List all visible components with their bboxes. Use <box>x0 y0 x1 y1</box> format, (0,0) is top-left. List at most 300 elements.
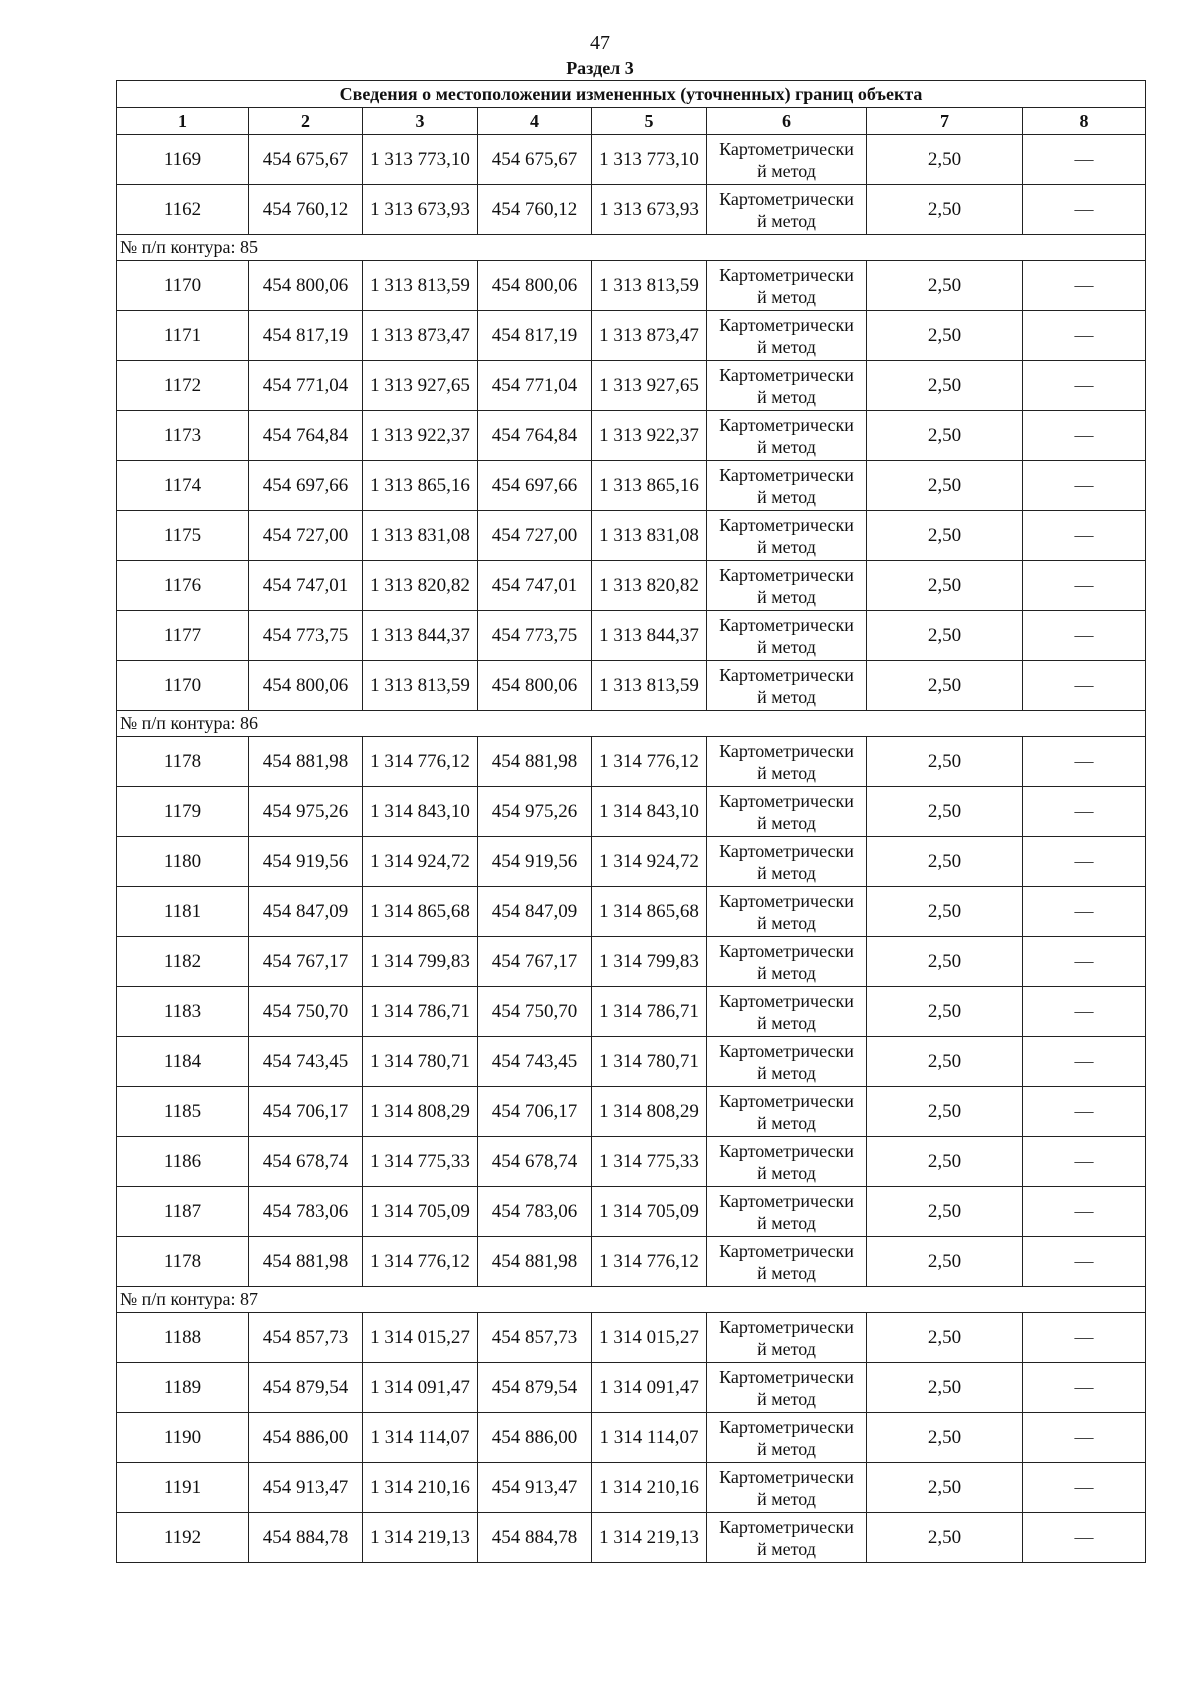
method-text-line: й метод <box>757 486 816 507</box>
accuracy-cell: 2,50 <box>867 887 1023 937</box>
y-existing-cell: 1 313 813,59 <box>363 661 478 711</box>
table-row <box>117 1187 1146 1237</box>
method-text-line: й метод <box>757 962 816 983</box>
y-new-cell: 1 313 820,82 <box>592 561 707 611</box>
table-row <box>117 361 1146 411</box>
point-number-cell: 1178 <box>117 737 249 787</box>
x-new-cell: 454 706,17 <box>478 1087 592 1137</box>
accuracy-cell: 2,50 <box>867 1313 1023 1363</box>
table-header-row <box>117 108 1146 135</box>
table-row <box>117 737 1146 787</box>
method-text-line: Картометрически <box>719 188 854 209</box>
x-new-cell: 454 913,47 <box>478 1463 592 1513</box>
method-text-line: Картометрически <box>719 990 854 1011</box>
description-cell: — <box>1023 987 1146 1037</box>
point-number-cell: 1172 <box>117 361 249 411</box>
x-new-cell: 454 881,98 <box>478 737 592 787</box>
y-new-cell: 1 314 705,09 <box>592 1187 707 1237</box>
x-existing-cell: 454 884,78 <box>249 1513 363 1563</box>
y-existing-cell: 1 313 820,82 <box>363 561 478 611</box>
y-existing-cell: 1 314 843,10 <box>363 787 478 837</box>
x-existing-cell: 454 847,09 <box>249 887 363 937</box>
point-number-cell: 1186 <box>117 1137 249 1187</box>
table-row <box>117 1463 1146 1513</box>
method-text-line: Картометрически <box>719 1240 854 1261</box>
y-new-cell: 1 313 813,59 <box>592 261 707 311</box>
table-row <box>117 611 1146 661</box>
method-cell <box>707 1087 867 1137</box>
method-text-line: Картометрически <box>719 264 854 285</box>
table-row <box>117 561 1146 611</box>
contour-label: № п/п контура: 85 <box>117 235 1146 261</box>
point-number-cell: 1190 <box>117 1413 249 1463</box>
table-caption: Сведения о местоположении измененных (уточненных) границ объекта <box>117 81 1146 108</box>
contour-row <box>117 235 1146 261</box>
method-text-line: Картометрически <box>719 414 854 435</box>
x-existing-cell: 454 747,01 <box>249 561 363 611</box>
accuracy-cell: 2,50 <box>867 561 1023 611</box>
table-row <box>117 1237 1146 1287</box>
y-existing-cell: 1 313 927,65 <box>363 361 478 411</box>
x-new-cell: 454 783,06 <box>478 1187 592 1237</box>
description-cell: — <box>1023 135 1146 185</box>
point-number-cell: 1170 <box>117 661 249 711</box>
x-new-cell: 454 857,73 <box>478 1313 592 1363</box>
description-cell: — <box>1023 887 1146 937</box>
x-existing-cell: 454 771,04 <box>249 361 363 411</box>
table-row <box>117 837 1146 887</box>
method-text-line: й метод <box>757 386 816 407</box>
accuracy-cell: 2,50 <box>867 185 1023 235</box>
table-row <box>117 1313 1146 1363</box>
y-existing-cell: 1 313 873,47 <box>363 311 478 361</box>
accuracy-cell: 2,50 <box>867 1237 1023 1287</box>
description-cell: — <box>1023 261 1146 311</box>
table-row <box>117 937 1146 987</box>
point-number-cell: 1178 <box>117 1237 249 1287</box>
method-text-line: Картометрически <box>719 664 854 685</box>
y-new-cell: 1 314 091,47 <box>592 1363 707 1413</box>
y-existing-cell: 1 314 219,13 <box>363 1513 478 1563</box>
y-existing-cell: 1 314 776,12 <box>363 1237 478 1287</box>
method-text-line: й метод <box>757 1062 816 1083</box>
accuracy-cell: 2,50 <box>867 611 1023 661</box>
x-existing-cell: 454 773,75 <box>249 611 363 661</box>
point-number-cell: 1181 <box>117 887 249 937</box>
x-existing-cell: 454 783,06 <box>249 1187 363 1237</box>
x-new-cell: 454 800,06 <box>478 661 592 711</box>
x-existing-cell: 454 800,06 <box>249 261 363 311</box>
method-cell <box>707 1363 867 1413</box>
y-new-cell: 1 313 922,37 <box>592 411 707 461</box>
table-row <box>117 661 1146 711</box>
point-number-cell: 1176 <box>117 561 249 611</box>
y-new-cell: 1 314 924,72 <box>592 837 707 887</box>
method-text-line: й метод <box>757 912 816 933</box>
x-new-cell: 454 767,17 <box>478 937 592 987</box>
y-existing-cell: 1 314 210,16 <box>363 1463 478 1513</box>
point-number-cell: 1184 <box>117 1037 249 1087</box>
point-number-cell: 1173 <box>117 411 249 461</box>
y-existing-cell: 1 314 091,47 <box>363 1363 478 1413</box>
method-text-line: й метод <box>757 636 816 657</box>
table-row <box>117 1363 1146 1413</box>
x-new-cell: 454 773,75 <box>478 611 592 661</box>
table-row <box>117 135 1146 185</box>
accuracy-cell: 2,50 <box>867 1137 1023 1187</box>
coordinates-table <box>116 80 1146 1563</box>
method-text-line: й метод <box>757 812 816 833</box>
y-new-cell: 1 313 831,08 <box>592 511 707 561</box>
accuracy-cell: 2,50 <box>867 361 1023 411</box>
x-new-cell: 454 771,04 <box>478 361 592 411</box>
method-text-line: й метод <box>757 1262 816 1283</box>
method-text-line: Картометрически <box>719 1516 854 1537</box>
x-new-cell: 454 697,66 <box>478 461 592 511</box>
column-header: 2 <box>249 108 363 135</box>
y-new-cell: 1 313 844,37 <box>592 611 707 661</box>
x-new-cell: 454 750,70 <box>478 987 592 1037</box>
y-existing-cell: 1 313 844,37 <box>363 611 478 661</box>
point-number-cell: 1177 <box>117 611 249 661</box>
contour-label: № п/п контура: 86 <box>117 711 1146 737</box>
x-existing-cell: 454 881,98 <box>249 1237 363 1287</box>
accuracy-cell: 2,50 <box>867 787 1023 837</box>
accuracy-cell: 2,50 <box>867 1363 1023 1413</box>
method-cell <box>707 987 867 1037</box>
method-text-line: Картометрически <box>719 1190 854 1211</box>
method-text-line: Картометрически <box>719 790 854 811</box>
description-cell: — <box>1023 1037 1146 1087</box>
table-row <box>117 311 1146 361</box>
y-existing-cell: 1 314 705,09 <box>363 1187 478 1237</box>
x-new-cell: 454 743,45 <box>478 1037 592 1087</box>
accuracy-cell: 2,50 <box>867 1087 1023 1137</box>
point-number-cell: 1192 <box>117 1513 249 1563</box>
method-cell <box>707 661 867 711</box>
accuracy-cell: 2,50 <box>867 311 1023 361</box>
x-existing-cell: 454 764,84 <box>249 411 363 461</box>
method-cell <box>707 1313 867 1363</box>
method-text-line: й метод <box>757 1112 816 1133</box>
x-new-cell: 454 760,12 <box>478 185 592 235</box>
table-row <box>117 511 1146 561</box>
description-cell: — <box>1023 511 1146 561</box>
y-new-cell: 1 314 219,13 <box>592 1513 707 1563</box>
y-existing-cell: 1 313 865,16 <box>363 461 478 511</box>
description-cell: — <box>1023 1413 1146 1463</box>
y-existing-cell: 1 313 813,59 <box>363 261 478 311</box>
x-existing-cell: 454 881,98 <box>249 737 363 787</box>
table-row <box>117 1413 1146 1463</box>
y-new-cell: 1 314 210,16 <box>592 1463 707 1513</box>
method-cell <box>707 135 867 185</box>
description-cell: — <box>1023 561 1146 611</box>
y-new-cell: 1 313 873,47 <box>592 311 707 361</box>
accuracy-cell: 2,50 <box>867 1187 1023 1237</box>
x-existing-cell: 454 750,70 <box>249 987 363 1037</box>
method-text-line: Картометрически <box>719 1090 854 1111</box>
y-new-cell: 1 314 015,27 <box>592 1313 707 1363</box>
method-text-line: Картометрически <box>719 1416 854 1437</box>
table-caption-row <box>117 81 1146 108</box>
point-number-cell: 1162 <box>117 185 249 235</box>
method-text-line: й метод <box>757 286 816 307</box>
accuracy-cell: 2,50 <box>867 837 1023 887</box>
method-cell <box>707 411 867 461</box>
column-header: 8 <box>1023 108 1146 135</box>
method-text-line: й метод <box>757 1162 816 1183</box>
y-new-cell: 1 314 865,68 <box>592 887 707 937</box>
method-text-line: й метод <box>757 160 816 181</box>
point-number-cell: 1183 <box>117 987 249 1037</box>
method-text-line: й метод <box>757 1212 816 1233</box>
method-text-line: Картометрически <box>719 1140 854 1161</box>
method-text-line: й метод <box>757 336 816 357</box>
y-new-cell: 1 313 773,10 <box>592 135 707 185</box>
y-existing-cell: 1 314 780,71 <box>363 1037 478 1087</box>
y-existing-cell: 1 314 799,83 <box>363 937 478 987</box>
y-new-cell: 1 313 865,16 <box>592 461 707 511</box>
accuracy-cell: 2,50 <box>867 987 1023 1037</box>
point-number-cell: 1174 <box>117 461 249 511</box>
description-cell: — <box>1023 1087 1146 1137</box>
table-row <box>117 185 1146 235</box>
x-existing-cell: 454 727,00 <box>249 511 363 561</box>
y-new-cell: 1 314 799,83 <box>592 937 707 987</box>
method-text-line: Картометрически <box>719 1316 854 1337</box>
accuracy-cell: 2,50 <box>867 661 1023 711</box>
x-new-cell: 454 975,26 <box>478 787 592 837</box>
y-new-cell: 1 314 786,71 <box>592 987 707 1037</box>
x-new-cell: 454 879,54 <box>478 1363 592 1413</box>
method-cell <box>707 311 867 361</box>
table-row <box>117 787 1146 837</box>
y-existing-cell: 1 314 114,07 <box>363 1413 478 1463</box>
x-new-cell: 454 675,67 <box>478 135 592 185</box>
accuracy-cell: 2,50 <box>867 261 1023 311</box>
point-number-cell: 1185 <box>117 1087 249 1137</box>
description-cell: — <box>1023 611 1146 661</box>
y-existing-cell: 1 314 015,27 <box>363 1313 478 1363</box>
point-number-cell: 1170 <box>117 261 249 311</box>
method-text-line: Картометрически <box>719 138 854 159</box>
point-number-cell: 1169 <box>117 135 249 185</box>
table-body <box>117 135 1146 1563</box>
method-text-line: й метод <box>757 1538 816 1559</box>
x-existing-cell: 454 886,00 <box>249 1413 363 1463</box>
y-existing-cell: 1 313 922,37 <box>363 411 478 461</box>
method-text-line: Картометрически <box>719 1466 854 1487</box>
table-row <box>117 1137 1146 1187</box>
y-existing-cell: 1 314 775,33 <box>363 1137 478 1187</box>
method-text-line: Картометрически <box>719 314 854 335</box>
y-existing-cell: 1 314 865,68 <box>363 887 478 937</box>
method-text-line: й метод <box>757 586 816 607</box>
x-existing-cell: 454 857,73 <box>249 1313 363 1363</box>
x-existing-cell: 454 800,06 <box>249 661 363 711</box>
method-text-line: й метод <box>757 686 816 707</box>
point-number-cell: 1175 <box>117 511 249 561</box>
table-row <box>117 987 1146 1037</box>
method-cell <box>707 185 867 235</box>
y-new-cell: 1 314 776,12 <box>592 737 707 787</box>
method-cell <box>707 1137 867 1187</box>
x-new-cell: 454 886,00 <box>478 1413 592 1463</box>
method-text-line: Картометрически <box>719 514 854 535</box>
y-existing-cell: 1 314 776,12 <box>363 737 478 787</box>
description-cell: — <box>1023 1237 1146 1287</box>
y-existing-cell: 1 314 924,72 <box>363 837 478 887</box>
contour-row <box>117 711 1146 737</box>
method-cell <box>707 461 867 511</box>
method-text-line: Картометрически <box>719 740 854 761</box>
x-existing-cell: 454 706,17 <box>249 1087 363 1137</box>
method-cell <box>707 1237 867 1287</box>
y-new-cell: 1 314 843,10 <box>592 787 707 837</box>
method-text-line: Картометрически <box>719 614 854 635</box>
description-cell: — <box>1023 461 1146 511</box>
column-header: 3 <box>363 108 478 135</box>
method-cell <box>707 1413 867 1463</box>
point-number-cell: 1171 <box>117 311 249 361</box>
x-existing-cell: 454 975,26 <box>249 787 363 837</box>
page-number: 47 <box>590 32 610 54</box>
method-text-line: Картометрически <box>719 464 854 485</box>
point-number-cell: 1179 <box>117 787 249 837</box>
table-row <box>117 461 1146 511</box>
description-cell: — <box>1023 1463 1146 1513</box>
x-existing-cell: 454 913,47 <box>249 1463 363 1513</box>
y-new-cell: 1 313 673,93 <box>592 185 707 235</box>
accuracy-cell: 2,50 <box>867 737 1023 787</box>
description-cell: — <box>1023 787 1146 837</box>
point-number-cell: 1187 <box>117 1187 249 1237</box>
y-new-cell: 1 314 775,33 <box>592 1137 707 1187</box>
x-new-cell: 454 747,01 <box>478 561 592 611</box>
description-cell: — <box>1023 661 1146 711</box>
x-existing-cell: 454 743,45 <box>249 1037 363 1087</box>
method-text-line: й метод <box>757 536 816 557</box>
description-cell: — <box>1023 1513 1146 1563</box>
method-text-line: Картометрически <box>719 364 854 385</box>
x-new-cell: 454 847,09 <box>478 887 592 937</box>
x-new-cell: 454 881,98 <box>478 1237 592 1287</box>
description-cell: — <box>1023 937 1146 987</box>
y-new-cell: 1 313 927,65 <box>592 361 707 411</box>
y-new-cell: 1 314 780,71 <box>592 1037 707 1087</box>
method-cell <box>707 887 867 937</box>
accuracy-cell: 2,50 <box>867 511 1023 561</box>
x-existing-cell: 454 697,66 <box>249 461 363 511</box>
x-existing-cell: 454 879,54 <box>249 1363 363 1413</box>
x-new-cell: 454 884,78 <box>478 1513 592 1563</box>
y-new-cell: 1 314 776,12 <box>592 1237 707 1287</box>
x-new-cell: 454 817,19 <box>478 311 592 361</box>
column-header: 4 <box>478 108 592 135</box>
y-existing-cell: 1 313 773,10 <box>363 135 478 185</box>
x-new-cell: 454 727,00 <box>478 511 592 561</box>
method-cell <box>707 837 867 887</box>
accuracy-cell: 2,50 <box>867 937 1023 987</box>
x-existing-cell: 454 675,67 <box>249 135 363 185</box>
x-existing-cell: 454 767,17 <box>249 937 363 987</box>
description-cell: — <box>1023 411 1146 461</box>
method-text-line: Картометрически <box>719 564 854 585</box>
description-cell: — <box>1023 1363 1146 1413</box>
method-text-line: й метод <box>757 1438 816 1459</box>
point-number-cell: 1188 <box>117 1313 249 1363</box>
y-new-cell: 1 314 808,29 <box>592 1087 707 1137</box>
description-cell: — <box>1023 1187 1146 1237</box>
method-cell <box>707 261 867 311</box>
y-existing-cell: 1 313 831,08 <box>363 511 478 561</box>
method-text-line: Картометрически <box>719 840 854 861</box>
table-row <box>117 1513 1146 1563</box>
method-cell <box>707 1037 867 1087</box>
column-header: 1 <box>117 108 249 135</box>
table-row <box>117 261 1146 311</box>
accuracy-cell: 2,50 <box>867 135 1023 185</box>
method-text-line: Картометрически <box>719 940 854 961</box>
column-header: 6 <box>707 108 867 135</box>
y-existing-cell: 1 314 808,29 <box>363 1087 478 1137</box>
x-existing-cell: 454 678,74 <box>249 1137 363 1187</box>
method-cell <box>707 361 867 411</box>
contour-label: № п/п контура: 87 <box>117 1287 1146 1313</box>
method-text-line: Картометрически <box>719 890 854 911</box>
description-cell: — <box>1023 737 1146 787</box>
method-cell <box>707 561 867 611</box>
method-cell <box>707 937 867 987</box>
description-cell: — <box>1023 837 1146 887</box>
method-cell <box>707 511 867 561</box>
contour-row <box>117 1287 1146 1313</box>
description-cell: — <box>1023 1313 1146 1363</box>
point-number-cell: 1182 <box>117 937 249 987</box>
method-cell <box>707 1187 867 1237</box>
point-number-cell: 1180 <box>117 837 249 887</box>
point-number-cell: 1191 <box>117 1463 249 1513</box>
method-text-line: й метод <box>757 1012 816 1033</box>
description-cell: — <box>1023 361 1146 411</box>
accuracy-cell: 2,50 <box>867 411 1023 461</box>
x-new-cell: 454 800,06 <box>478 261 592 311</box>
column-header: 5 <box>592 108 707 135</box>
accuracy-cell: 2,50 <box>867 1413 1023 1463</box>
method-text-line: Картометрически <box>719 1040 854 1061</box>
x-existing-cell: 454 760,12 <box>249 185 363 235</box>
y-existing-cell: 1 314 786,71 <box>363 987 478 1037</box>
column-header: 7 <box>867 108 1023 135</box>
method-cell <box>707 787 867 837</box>
x-new-cell: 454 764,84 <box>478 411 592 461</box>
accuracy-cell: 2,50 <box>867 1513 1023 1563</box>
y-new-cell: 1 313 813,59 <box>592 661 707 711</box>
table-row <box>117 887 1146 937</box>
method-text-line: й метод <box>757 436 816 457</box>
method-cell <box>707 1463 867 1513</box>
method-text-line: й метод <box>757 1338 816 1359</box>
point-number-cell: 1189 <box>117 1363 249 1413</box>
y-existing-cell: 1 313 673,93 <box>363 185 478 235</box>
x-existing-cell: 454 919,56 <box>249 837 363 887</box>
table-row <box>117 1037 1146 1087</box>
description-cell: — <box>1023 311 1146 361</box>
x-new-cell: 454 919,56 <box>478 837 592 887</box>
x-existing-cell: 454 817,19 <box>249 311 363 361</box>
accuracy-cell: 2,50 <box>867 461 1023 511</box>
